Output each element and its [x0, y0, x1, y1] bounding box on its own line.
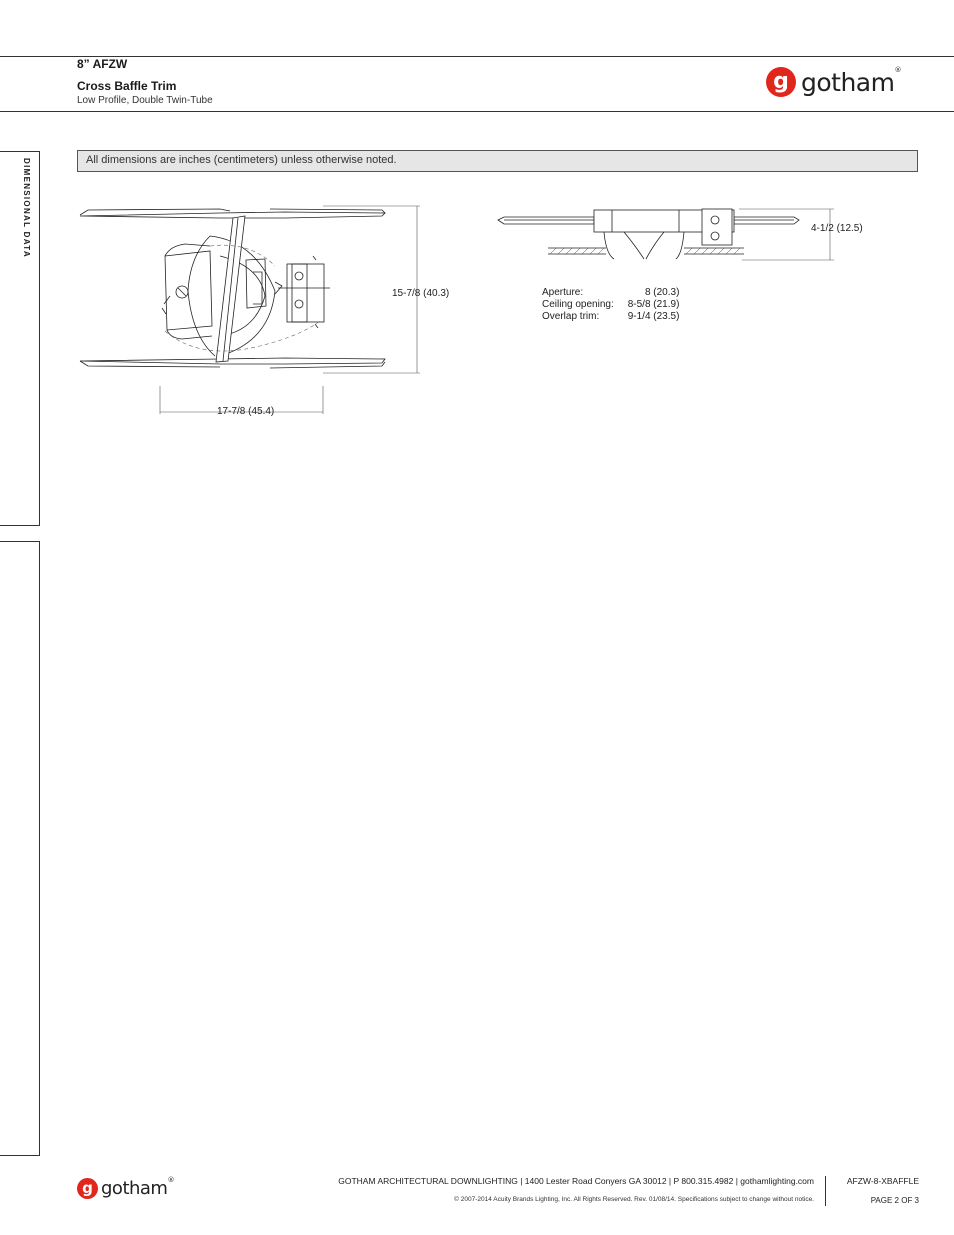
brand-name: gotham® — [101, 1176, 174, 1199]
plan-view-drawing — [70, 196, 460, 421]
spec-label: Ceiling opening: — [542, 299, 614, 310]
gotham-logo-icon: g — [77, 1178, 98, 1199]
spec-value: 8-5/8 (21.9) — [627, 299, 680, 310]
side-elevation-drawing — [494, 204, 834, 270]
plan-height-dimension: 15-7/8 (40.3) — [392, 288, 450, 299]
spec-label: Overlap trim: — [542, 311, 600, 322]
spec-row — [542, 311, 679, 323]
header-top-rule — [0, 56, 954, 57]
side-tab-dimensional — [0, 151, 40, 526]
header-logo — [766, 67, 901, 97]
dimensions-note: All dimensions are inches (centimeters) unless otherwise noted. — [77, 150, 918, 172]
footer-page-number: PAGE 2 OF 3 — [870, 1196, 919, 1205]
spec-row — [542, 299, 679, 311]
side-tab-label: DIMENSIONAL DATA — [22, 158, 31, 258]
footer-divider — [825, 1176, 826, 1206]
aperture-specs — [542, 287, 679, 323]
spec-value: 9-1/4 (23.5) — [627, 311, 680, 322]
side-tab-empty — [0, 541, 40, 1156]
spec-label: Aperture: — [542, 287, 584, 298]
footer-product-code: AFZW-8-XBAFFLE — [846, 1176, 919, 1186]
product-subtitle: Low Profile, Double Twin-Tube — [77, 95, 213, 106]
spec-value: 8 (20.3) — [644, 287, 680, 298]
brand-name: gotham® — [801, 65, 901, 97]
header-bottom-rule — [0, 111, 954, 112]
spec-row — [542, 287, 679, 299]
product-title: 8” AFZW — [77, 57, 128, 71]
footer-company-line: GOTHAM ARCHITECTURAL DOWNLIGHTING | 1400 Lester Road Conyers GA 30012 | P 800.315.4982 | gothamlighting.com — [338, 1176, 814, 1186]
gotham-logo-icon: g — [766, 67, 796, 97]
footer-logo — [77, 1178, 174, 1199]
trim-title: Cross Baffle Trim — [77, 79, 177, 93]
plan-width-dimension: 17-7/8 (45.4) — [217, 406, 275, 417]
side-height-dimension: 4-1/2 (12.5) — [811, 223, 863, 234]
footer-copyright: © 2007-2014 Acuity Brands Lighting, Inc. All Rights Reserved. Rev. 01/08/14. Specifications subject to change without notice. — [454, 1196, 814, 1203]
